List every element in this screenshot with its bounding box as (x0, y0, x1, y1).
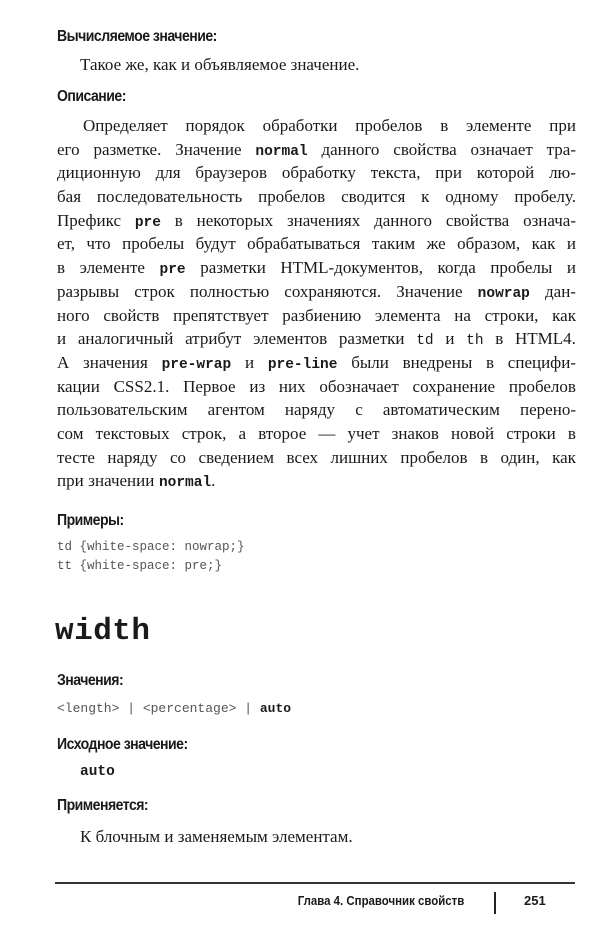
text: А (57, 352, 70, 372)
text: когда (437, 258, 476, 278)
text: Значение (396, 281, 463, 301)
text: разметке. (93, 139, 162, 159)
word (486, 351, 494, 375)
word (400, 446, 467, 470)
word (567, 256, 576, 280)
word (96, 422, 170, 446)
word (114, 375, 170, 399)
text: наряду (107, 447, 158, 467)
word (173, 304, 268, 328)
text: свойств (103, 305, 160, 325)
word (57, 327, 66, 351)
text: на (454, 305, 471, 325)
text: в (486, 352, 495, 372)
text: обработку (281, 163, 356, 183)
word (279, 375, 306, 399)
word (86, 232, 110, 256)
paragraph-line (57, 161, 576, 185)
word (339, 327, 405, 351)
text: ет, (57, 234, 75, 254)
word (57, 446, 95, 470)
text: элементов (253, 329, 328, 349)
word (375, 304, 441, 328)
word (341, 185, 405, 209)
text: строк, (181, 423, 227, 443)
paragraph-line (57, 256, 576, 280)
word (57, 375, 100, 399)
paragraph-line (57, 351, 576, 375)
text: со (170, 447, 187, 467)
paragraph-line (57, 422, 576, 446)
text: разбиению (282, 305, 362, 325)
text: значения (83, 352, 148, 372)
word (57, 280, 119, 304)
text: Префикс (57, 210, 122, 230)
word (284, 280, 381, 304)
word (438, 256, 476, 280)
paragraph-line (57, 304, 576, 328)
text: — (318, 423, 336, 443)
word (372, 232, 415, 256)
word (552, 304, 576, 328)
word (495, 327, 503, 351)
paragraph-line (57, 375, 576, 399)
text: Первое (183, 376, 236, 396)
text: разметки (200, 258, 266, 278)
word (97, 185, 242, 209)
word (156, 161, 181, 185)
text: разрывы (57, 281, 120, 301)
word (287, 446, 319, 470)
text: CSS2.1. (113, 376, 170, 396)
word (477, 161, 534, 185)
word (245, 351, 254, 375)
text: внедрены (402, 352, 473, 372)
text: Определяет (83, 116, 168, 135)
text: сводится (341, 187, 406, 207)
word (285, 398, 335, 422)
text: автоматическим (382, 400, 500, 420)
text: браузеров (195, 163, 268, 183)
word (351, 351, 389, 375)
word (83, 114, 168, 138)
word (446, 209, 509, 233)
word (523, 209, 576, 233)
word (249, 375, 265, 399)
text: будут (195, 234, 236, 254)
text: обозначает (319, 376, 399, 396)
word (318, 422, 335, 446)
text: в (495, 329, 504, 349)
text: ного (57, 305, 90, 325)
paragraph-line (57, 114, 576, 138)
text: и (566, 234, 576, 254)
word (208, 398, 265, 422)
word (500, 446, 539, 470)
word (396, 280, 462, 304)
word (451, 422, 494, 446)
inline-code: normal (255, 143, 308, 160)
word (197, 209, 273, 233)
word (520, 398, 576, 422)
text: элементе (79, 258, 145, 278)
paragraph-line (57, 446, 576, 470)
word (183, 375, 236, 399)
paragraph-line (57, 327, 576, 351)
text: к (421, 187, 430, 207)
inline-code: pre (159, 262, 186, 279)
word (93, 138, 161, 162)
text: препятствует (173, 305, 269, 325)
text: в (57, 258, 66, 278)
text: пробелов (355, 116, 423, 135)
paragraph-line (57, 138, 576, 162)
text: в (440, 116, 449, 135)
word (393, 138, 456, 162)
word (413, 375, 496, 399)
computed-value-text: Такое же, как и объявляемое значение. (80, 55, 360, 74)
text: и (566, 258, 576, 278)
text: образом, (457, 234, 521, 254)
word (331, 446, 388, 470)
word (159, 469, 215, 493)
word (103, 304, 159, 328)
word (57, 351, 69, 375)
text: одному (445, 187, 499, 207)
word (175, 209, 183, 233)
word (508, 351, 576, 375)
word (485, 304, 539, 328)
text: сохраняются. (284, 281, 382, 301)
text: пользовательским (57, 400, 188, 420)
text: второе (258, 423, 307, 443)
word (196, 232, 236, 256)
word (268, 351, 338, 375)
word (57, 422, 83, 446)
word (253, 327, 327, 351)
word (200, 256, 266, 280)
word (134, 280, 174, 304)
text: HTML-документов, (280, 258, 423, 278)
word (185, 114, 244, 138)
word (57, 398, 188, 422)
text: данного (374, 210, 433, 230)
word (445, 327, 454, 351)
text: были (351, 352, 389, 372)
text: учет (347, 423, 380, 443)
word (122, 232, 184, 256)
text: обработки (262, 116, 338, 135)
word (57, 469, 84, 493)
text: перено- (520, 400, 576, 420)
word (454, 304, 471, 328)
word (466, 114, 531, 138)
text: HTML4. (515, 329, 576, 349)
word (506, 422, 556, 446)
word (547, 138, 576, 162)
values-heading: Значения: (57, 672, 124, 689)
values-keyword: auto (259, 701, 292, 716)
word (392, 422, 439, 446)
text: Значение (175, 139, 242, 159)
word (199, 446, 275, 470)
text: в (174, 210, 183, 230)
text: его (57, 139, 80, 159)
text: как (552, 447, 576, 467)
word (190, 280, 269, 304)
word (107, 446, 157, 470)
text: . (211, 471, 216, 491)
text: пробелы (490, 258, 553, 278)
word (160, 256, 186, 280)
text: в (567, 423, 576, 443)
text: новой (451, 423, 495, 443)
text: пробелу. (514, 187, 576, 207)
word (175, 138, 241, 162)
values-code: <length> | <percentage> | (57, 701, 260, 716)
word (440, 114, 448, 138)
word (80, 256, 145, 280)
text: текста, (370, 163, 421, 183)
word (515, 327, 576, 351)
word (57, 185, 81, 209)
text: данного (321, 139, 380, 159)
text: для (155, 163, 181, 183)
word (445, 185, 498, 209)
word (355, 398, 363, 422)
text: всех (286, 447, 319, 467)
word (466, 327, 483, 351)
property-title: width (55, 614, 151, 649)
word (427, 232, 446, 256)
word (319, 375, 398, 399)
word (416, 327, 433, 351)
text: аналогичный (77, 329, 174, 349)
word (282, 161, 356, 185)
word (258, 185, 325, 209)
word (83, 351, 148, 375)
text: и (57, 329, 67, 349)
word (471, 138, 533, 162)
word (185, 327, 241, 351)
word (435, 161, 462, 185)
text: элемента (374, 305, 441, 325)
inline-code: pre-line (267, 356, 338, 373)
text: бая (57, 187, 82, 207)
text: означает (470, 139, 533, 159)
footer-rule (55, 882, 575, 884)
text: сохранение (412, 376, 496, 396)
description-heading: Описание: (57, 88, 126, 105)
word (57, 161, 141, 185)
word (421, 185, 429, 209)
text: специфи- (507, 352, 576, 372)
text: них (278, 376, 306, 396)
example-code-line: tt {white-space: pre;} (57, 559, 223, 573)
word (57, 232, 75, 256)
word (287, 209, 360, 233)
inline-code: pre-wrap (161, 356, 232, 373)
text: таким (371, 234, 416, 254)
text: наряду (284, 400, 336, 420)
inline-element-name: th (466, 333, 484, 350)
text: пробелов (508, 376, 576, 396)
word (532, 232, 556, 256)
text: и (244, 352, 255, 372)
word (568, 422, 576, 446)
word (549, 114, 576, 138)
word (88, 469, 154, 493)
text: пробелы (122, 234, 185, 254)
word (57, 209, 121, 233)
word (567, 232, 576, 256)
examples-heading: Примеры: (57, 512, 124, 529)
text: при (435, 163, 462, 183)
word (247, 232, 360, 256)
text: порядок (185, 116, 245, 135)
text: с (355, 400, 363, 420)
word (195, 161, 267, 185)
word (170, 446, 186, 470)
text: элементе (466, 116, 532, 135)
word (549, 161, 576, 185)
text: лишних (330, 447, 388, 467)
text: означа- (523, 210, 576, 230)
text: обрабатываться (247, 234, 361, 254)
word (162, 351, 232, 375)
applies-heading: Применяется: (57, 797, 149, 814)
page-number: 251 (524, 893, 546, 908)
text: некоторых (196, 210, 274, 230)
text: строки (506, 423, 556, 443)
word (280, 256, 423, 280)
text: тра- (546, 139, 576, 159)
inline-code: pre (134, 214, 161, 231)
text: при (549, 116, 576, 135)
text: из (249, 376, 266, 396)
text: в (479, 447, 488, 467)
text: значениях (286, 210, 361, 230)
word (355, 114, 422, 138)
text: тесте (57, 447, 95, 467)
paragraph-line (57, 185, 576, 209)
word (258, 422, 306, 446)
text: при (57, 471, 84, 491)
text: дан- (545, 281, 576, 301)
initial-value: auto (80, 764, 115, 780)
paragraph-line (57, 469, 576, 493)
word (457, 232, 520, 256)
inline-code: nowrap (477, 285, 530, 302)
word (347, 422, 379, 446)
word (383, 398, 500, 422)
word (403, 351, 473, 375)
word (239, 422, 247, 446)
initial-value-heading: Исходное значение: (57, 736, 188, 753)
inline-element-name: td (416, 333, 434, 350)
word (57, 256, 65, 280)
applies-text: К блочным и заменяемым элементам. (80, 827, 353, 846)
word (478, 280, 530, 304)
footer-divider (494, 892, 496, 914)
text: атрибут (185, 329, 242, 349)
text: свойства (445, 210, 510, 230)
word (182, 422, 227, 446)
inline-code: normal (158, 475, 212, 492)
text: агентом (207, 400, 265, 420)
text: же (426, 234, 446, 254)
word (263, 114, 338, 138)
text: пробелов (258, 187, 326, 207)
word (282, 304, 361, 328)
word (371, 161, 421, 185)
text: строк (134, 281, 175, 301)
text: а (238, 423, 247, 443)
text: свойства (393, 139, 457, 159)
text: последовательность (96, 187, 243, 207)
word (255, 138, 307, 162)
values-syntax (57, 699, 291, 717)
word (57, 304, 90, 328)
text: лю- (549, 163, 576, 183)
text: разметки (338, 329, 405, 349)
text: один, (500, 447, 540, 467)
word (514, 185, 576, 209)
paragraph-line (57, 209, 576, 233)
example-code-line: td {white-space: nowrap;} (57, 540, 245, 554)
text: сом (57, 423, 84, 443)
word (552, 446, 576, 470)
word (135, 209, 161, 233)
text: как (531, 234, 556, 254)
word (321, 138, 379, 162)
computed-value-heading: Вычисляемое значение: (57, 28, 217, 45)
word (509, 375, 576, 399)
text: как (552, 305, 576, 325)
text: что (86, 234, 111, 254)
description-paragraph (57, 114, 576, 493)
paragraph-line (57, 280, 576, 304)
word (78, 327, 174, 351)
paragraph-line (57, 232, 576, 256)
text: кации (57, 376, 100, 396)
word (545, 280, 576, 304)
word (480, 446, 488, 470)
word (490, 256, 552, 280)
text: значении (88, 471, 155, 491)
word (374, 209, 432, 233)
text: полностью (189, 281, 270, 301)
paragraph-line (57, 398, 576, 422)
text: и (445, 329, 455, 349)
word (57, 138, 80, 162)
text: строки, (484, 305, 539, 325)
text: текстовых (95, 423, 170, 443)
text: знаков (391, 423, 439, 443)
text: пробелов (400, 447, 468, 467)
footer-chapter: Глава 4. Справочник свойств (297, 893, 464, 908)
text: сведением (198, 447, 275, 467)
text: диционную (57, 163, 141, 183)
text: которой (476, 163, 535, 183)
